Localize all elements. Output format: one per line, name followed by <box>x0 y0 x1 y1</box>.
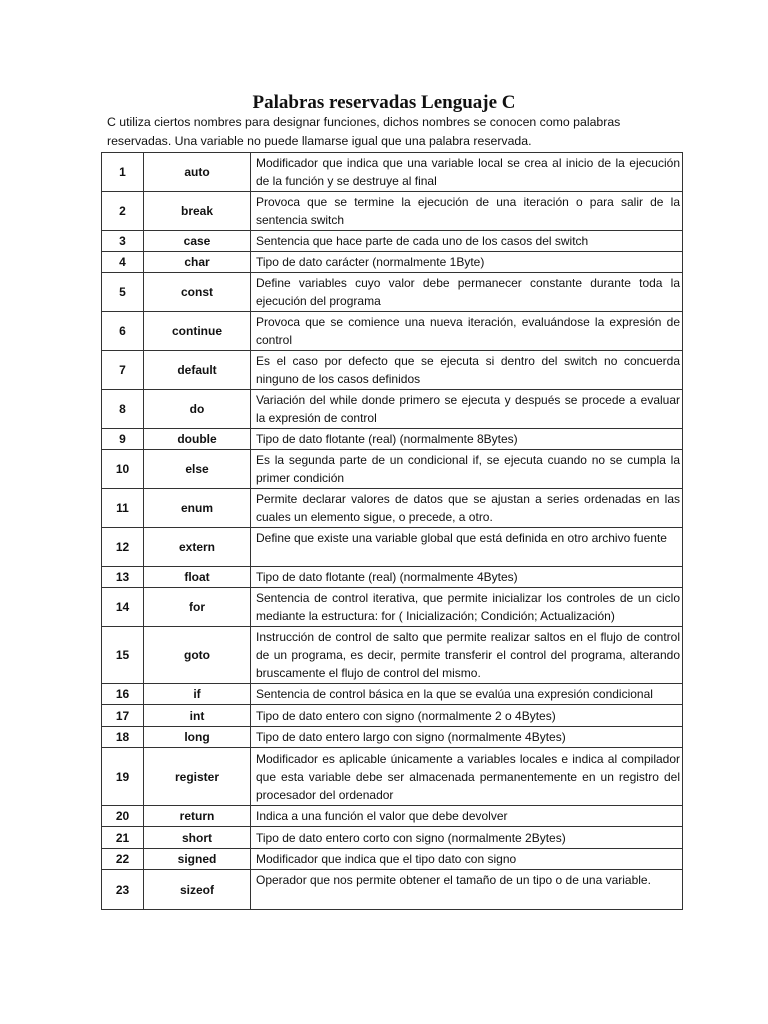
table-row <box>102 312 683 351</box>
table-row <box>102 727 683 748</box>
keyword-cell: int <box>144 705 251 727</box>
keyword-cell: goto <box>144 627 251 684</box>
table-row <box>102 231 683 252</box>
table-row <box>102 827 683 849</box>
keyword-cell: else <box>144 450 251 489</box>
row-number: 10 <box>102 450 144 489</box>
row-number: 2 <box>102 192 144 231</box>
row-number: 8 <box>102 390 144 429</box>
row-number: 7 <box>102 351 144 390</box>
table-row <box>102 273 683 312</box>
description-cell: Es el caso por defecto que se ejecuta si dentro del switch no concuerda ninguno de los casos definidos <box>251 351 683 390</box>
table-row <box>102 849 683 870</box>
row-number: 14 <box>102 588 144 627</box>
keyword-cell: continue <box>144 312 251 351</box>
row-number: 11 <box>102 489 144 528</box>
description-cell: Operador que nos permite obtener el tamaño de un tipo o de una variable. <box>251 870 683 910</box>
description-cell: Es la segunda parte de un condicional if, se ejecuta cuando no se cumpla la primer condición <box>251 450 683 489</box>
description-cell: Provoca que se comience una nueva iteración, evaluándose la expresión de control <box>251 312 683 351</box>
row-number: 16 <box>102 684 144 705</box>
description-cell: Tipo de dato carácter (normalmente 1Byte) <box>251 252 683 273</box>
table-row <box>102 567 683 588</box>
page-title: Palabras reservadas Lenguaje C <box>252 92 516 113</box>
row-number: 4 <box>102 252 144 273</box>
keyword-cell: enum <box>144 489 251 528</box>
row-number: 22 <box>102 849 144 870</box>
row-number: 5 <box>102 273 144 312</box>
description-cell: Permite declarar valores de datos que se ajustan a series ordenadas en las cuales un elemento sigue, o precede, a otro. <box>251 489 683 528</box>
keyword-cell: case <box>144 231 251 252</box>
row-number: 21 <box>102 827 144 849</box>
table-row <box>102 153 683 192</box>
keyword-cell: float <box>144 567 251 588</box>
description-cell: Modificador que indica que el tipo dato con signo <box>251 849 683 870</box>
description-cell: Indica a una función el valor que debe devolver <box>251 806 683 827</box>
row-number: 19 <box>102 748 144 806</box>
keyword-cell: const <box>144 273 251 312</box>
description-cell: Provoca que se termine la ejecución de una iteración o para salir de la sentencia switch <box>251 192 683 231</box>
keyword-cell: break <box>144 192 251 231</box>
table-row <box>102 588 683 627</box>
description-cell: Tipo de dato flotante (real) (normalmente 8Bytes) <box>251 429 683 450</box>
keyword-cell: long <box>144 727 251 748</box>
description-cell: Tipo de dato flotante (real) (normalmente 4Bytes) <box>251 567 683 588</box>
row-number: 17 <box>102 705 144 727</box>
table-row <box>102 806 683 827</box>
table-row <box>102 192 683 231</box>
row-number: 3 <box>102 231 144 252</box>
row-number: 23 <box>102 870 144 910</box>
description-cell: Sentencia de control básica en la que se evalúa una expresión condicional <box>251 684 683 705</box>
table-row <box>102 450 683 489</box>
intro-paragraph: C utiliza ciertos nombres para designar funciones, dichos nombres se conocen como palabras reservadas. Una variable no puede llamarse igual que una palabra reservada. <box>107 115 621 148</box>
row-number: 1 <box>102 153 144 192</box>
keyword-cell: if <box>144 684 251 705</box>
keyword-cell: extern <box>144 528 251 567</box>
table-row <box>102 705 683 727</box>
table-row <box>102 528 683 567</box>
description-cell: Tipo de dato entero con signo (normalmente 2 o 4Bytes) <box>251 705 683 727</box>
table-row <box>102 748 683 806</box>
description-cell: Variación del while donde primero se ejecuta y después se procede a evaluar la expresión de control <box>251 390 683 429</box>
keyword-cell: double <box>144 429 251 450</box>
description-cell: Sentencia que hace parte de cada uno de los casos del switch <box>251 231 683 252</box>
description-cell: Instrucción de control de salto que permite realizar saltos en el flujo de control de un programa, es decir, permite transferir el control del programa, alterando bruscamente el flujo de control del mismo. <box>251 627 683 684</box>
description-cell: Sentencia de control iterativa, que permite inicializar los controles de un ciclo mediante la estructura: for ( Inicialización; Condición; Actualización) <box>251 588 683 627</box>
keyword-cell: short <box>144 827 251 849</box>
table-row <box>102 489 683 528</box>
keyword-cell: register <box>144 748 251 806</box>
keyword-cell: return <box>144 806 251 827</box>
keyword-cell: for <box>144 588 251 627</box>
row-number: 12 <box>102 528 144 567</box>
row-number: 18 <box>102 727 144 748</box>
row-number: 20 <box>102 806 144 827</box>
table-row <box>102 870 683 910</box>
keyword-cell: char <box>144 252 251 273</box>
description-cell: Tipo de dato entero corto con signo (normalmente 2Bytes) <box>251 827 683 849</box>
row-number: 9 <box>102 429 144 450</box>
table-row <box>102 684 683 705</box>
keyword-cell: signed <box>144 849 251 870</box>
keyword-cell: auto <box>144 153 251 192</box>
description-cell: Modificador que indica que una variable local se crea al inicio de la ejecución de la función y se destruye al final <box>251 153 683 192</box>
keyword-cell: sizeof <box>144 870 251 910</box>
table-row <box>102 351 683 390</box>
description-cell: Modificador es aplicable únicamente a variables locales e indica al compilador que esta variable debe ser almacenada permanentemente en un registro del procesador del ordenador <box>251 748 683 806</box>
table-row <box>102 390 683 429</box>
description-cell: Tipo de dato entero largo con signo (normalmente 4Bytes) <box>251 727 683 748</box>
description-cell: Define que existe una variable global que está definida en otro archivo fuente <box>251 528 683 567</box>
row-number: 13 <box>102 567 144 588</box>
row-number: 6 <box>102 312 144 351</box>
keyword-cell: do <box>144 390 251 429</box>
reserved-words-table <box>101 152 683 910</box>
keyword-cell: default <box>144 351 251 390</box>
row-number: 15 <box>102 627 144 684</box>
table-row <box>102 627 683 684</box>
description-cell: Define variables cuyo valor debe permanecer constante durante toda la ejecución del programa <box>251 273 683 312</box>
table-row <box>102 429 683 450</box>
table-row <box>102 252 683 273</box>
